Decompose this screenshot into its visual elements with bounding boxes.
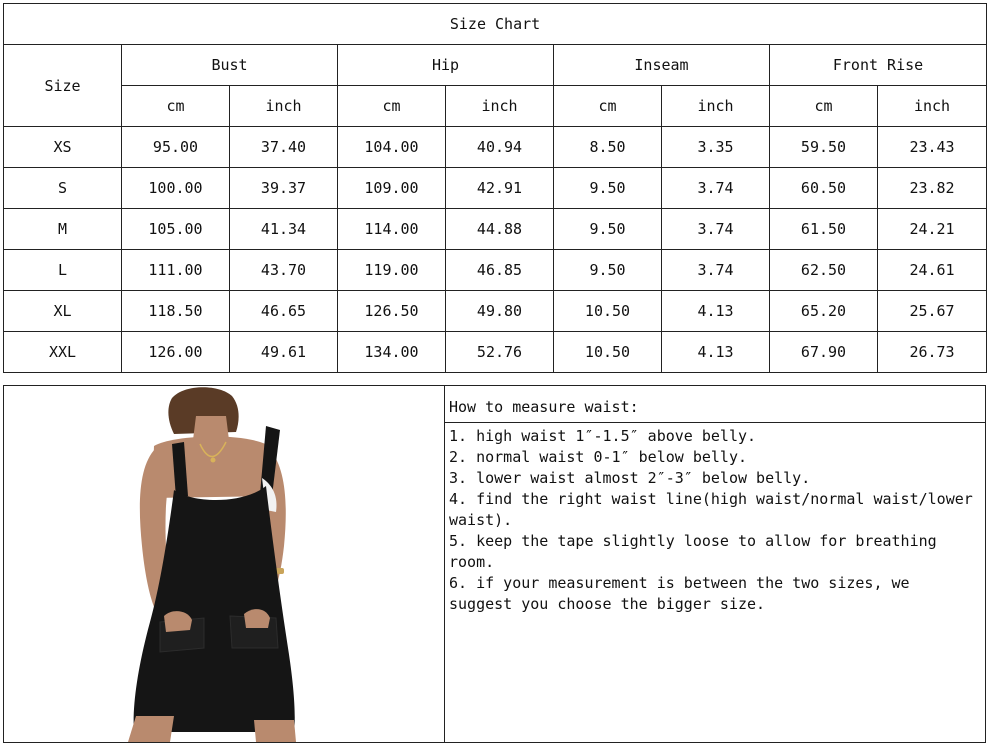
value-cell: 10.50 xyxy=(554,291,662,332)
value-cell: 25.67 xyxy=(878,291,987,332)
value-cell: 10.50 xyxy=(554,332,662,373)
group-header-bust: Bust xyxy=(122,45,338,86)
value-cell: 100.00 xyxy=(122,168,230,209)
group-header-inseam: Inseam xyxy=(554,45,770,86)
measure-list xyxy=(445,423,985,615)
size-cell: XL xyxy=(4,291,122,332)
table-row xyxy=(4,168,987,209)
value-cell: 118.50 xyxy=(122,291,230,332)
table-row xyxy=(4,332,987,373)
value-cell: 109.00 xyxy=(338,168,446,209)
value-cell: 59.50 xyxy=(770,127,878,168)
value-cell: 41.34 xyxy=(230,209,338,250)
value-cell: 24.21 xyxy=(878,209,987,250)
value-cell: 119.00 xyxy=(338,250,446,291)
value-cell: 40.94 xyxy=(446,127,554,168)
value-cell: 95.00 xyxy=(122,127,230,168)
value-cell: 126.00 xyxy=(122,332,230,373)
value-cell: 23.43 xyxy=(878,127,987,168)
unit-header-inch: inch xyxy=(446,86,554,127)
value-cell: 61.50 xyxy=(770,209,878,250)
size-cell: L xyxy=(4,250,122,291)
group-header-front-rise: Front Rise xyxy=(770,45,987,86)
value-cell: 49.80 xyxy=(446,291,554,332)
size-cell: XXL xyxy=(4,332,122,373)
value-cell: 42.91 xyxy=(446,168,554,209)
value-cell: 4.13 xyxy=(662,291,770,332)
table-row xyxy=(4,209,987,250)
unit-header-inch: inch xyxy=(230,86,338,127)
unit-header-inch: inch xyxy=(878,86,987,127)
unit-header-inch: inch xyxy=(662,86,770,127)
value-cell: 39.37 xyxy=(230,168,338,209)
measure-instructions xyxy=(445,386,985,742)
unit-header-cm: cm xyxy=(122,86,230,127)
value-cell: 62.50 xyxy=(770,250,878,291)
measure-item: 2. normal waist 0-1″ below belly. xyxy=(449,448,748,466)
value-cell: 105.00 xyxy=(122,209,230,250)
measure-item: 4. find the right waist line(high waist/normal waist/lower waist). xyxy=(449,490,973,529)
unit-header-cm: cm xyxy=(338,86,446,127)
romper-model-illustration xyxy=(4,386,444,742)
value-cell: 65.20 xyxy=(770,291,878,332)
table-row xyxy=(4,127,987,168)
value-cell: 126.50 xyxy=(338,291,446,332)
measure-item: 6. if your measurement is between the two sizes, we suggest you choose the bigger size. xyxy=(449,574,910,613)
bottom-panel xyxy=(3,385,986,743)
value-cell: 3.74 xyxy=(662,168,770,209)
value-cell: 49.61 xyxy=(230,332,338,373)
value-cell: 4.13 xyxy=(662,332,770,373)
measure-heading: How to measure waist: xyxy=(445,386,985,423)
value-cell: 23.82 xyxy=(878,168,987,209)
value-cell: 43.70 xyxy=(230,250,338,291)
value-cell: 67.90 xyxy=(770,332,878,373)
value-cell: 111.00 xyxy=(122,250,230,291)
value-cell: 134.00 xyxy=(338,332,446,373)
size-cell: M xyxy=(4,209,122,250)
unit-header-cm: cm xyxy=(770,86,878,127)
measure-item: 3. lower waist almost 2″-3″ below belly. xyxy=(449,469,811,487)
model-right-leg xyxy=(254,720,296,742)
value-cell: 3.74 xyxy=(662,250,770,291)
size-cell: XS xyxy=(4,127,122,168)
value-cell: 9.50 xyxy=(554,250,662,291)
unit-header-cm: cm xyxy=(554,86,662,127)
value-cell: 8.50 xyxy=(554,127,662,168)
group-header-hip: Hip xyxy=(338,45,554,86)
value-cell: 104.00 xyxy=(338,127,446,168)
value-cell: 44.88 xyxy=(446,209,554,250)
model-left-leg xyxy=(128,716,174,742)
value-cell: 46.65 xyxy=(230,291,338,332)
value-cell: 46.85 xyxy=(446,250,554,291)
value-cell: 60.50 xyxy=(770,168,878,209)
value-cell: 3.35 xyxy=(662,127,770,168)
size-column-header: Size xyxy=(4,45,122,127)
value-cell: 26.73 xyxy=(878,332,987,373)
measure-item: 1. high waist 1″-1.5″ above belly. xyxy=(449,427,757,445)
product-photo xyxy=(4,386,445,742)
value-cell: 37.40 xyxy=(230,127,338,168)
value-cell: 114.00 xyxy=(338,209,446,250)
measure-item: 5. keep the tape slightly loose to allow for breathing room. xyxy=(449,532,937,571)
size-cell: S xyxy=(4,168,122,209)
value-cell: 9.50 xyxy=(554,209,662,250)
value-cell: 9.50 xyxy=(554,168,662,209)
value-cell: 52.76 xyxy=(446,332,554,373)
table-row xyxy=(4,291,987,332)
table-title: Size Chart xyxy=(4,4,987,45)
size-chart-table xyxy=(3,3,987,373)
value-cell: 3.74 xyxy=(662,209,770,250)
table-row xyxy=(4,250,987,291)
value-cell: 24.61 xyxy=(878,250,987,291)
